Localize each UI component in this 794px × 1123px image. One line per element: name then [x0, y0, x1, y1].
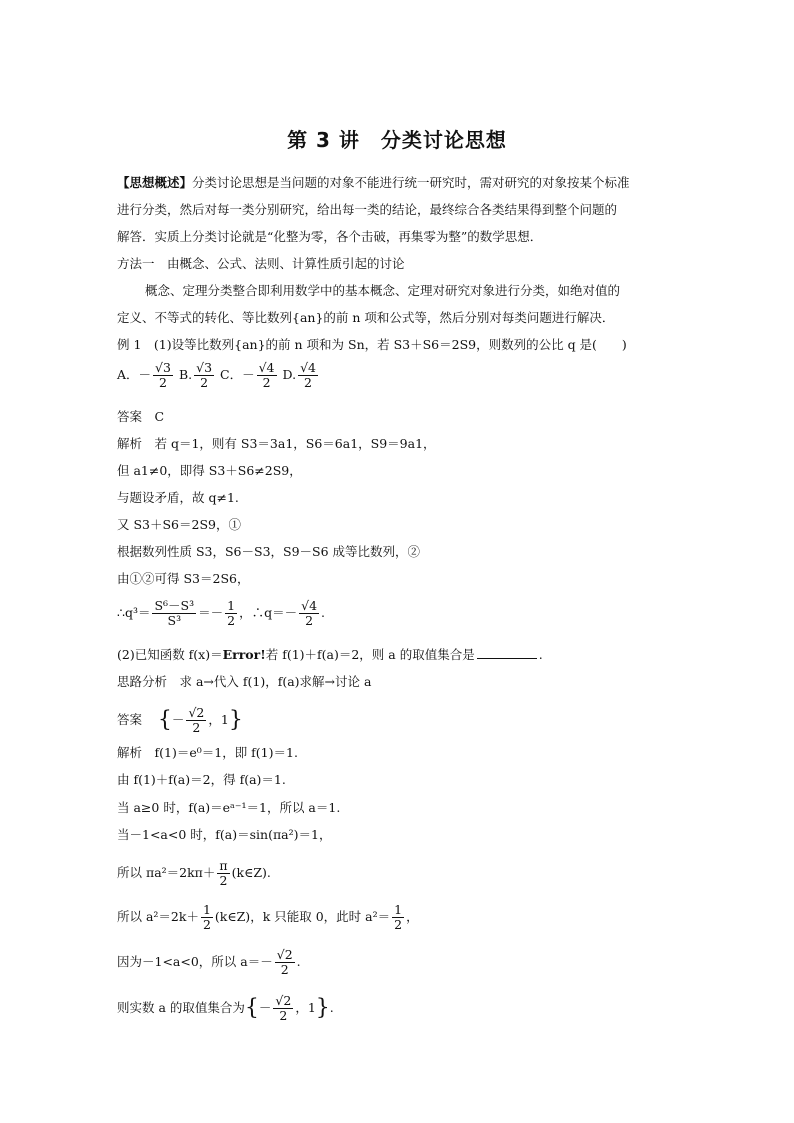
sol1-line-7	[117, 598, 687, 628]
example1-question-1: 例 1 (1)设等比数列{an}的前 n 项和为 Sn，若 S3＋S6＝2S9，则数列的公比 q 是( )	[117, 337, 627, 352]
sol2-l5-fraction	[217, 859, 229, 888]
answer2-num: √2	[188, 705, 205, 720]
sol1-frac-3	[299, 599, 319, 628]
option-c-fraction	[257, 361, 277, 390]
sol1-line-1: 解析 若 q＝1，则有 S3＝3a1，S6＝6a1，S9＝9a1，	[117, 436, 436, 451]
answer2-brace-open: {	[157, 707, 172, 733]
sol2-l6-mid: (k∈Z)，k 只能取 0，此时 a²＝	[214, 909, 391, 924]
sol2-l7-fraction	[275, 948, 295, 977]
sol2-l7-post: .	[296, 954, 301, 969]
sol2-l6-den2: 2	[394, 917, 403, 932]
sol1-line-6: 由①②可得 S3＝2S6，	[117, 571, 250, 586]
overview-line-1	[117, 174, 687, 192]
sol2-l6-fraction-1	[201, 903, 213, 932]
sol1-line-3: 与题设矛盾，故 q≠1.	[117, 490, 239, 505]
method1-desc-2: 定义、不等式的转化、等比数列{an}的前 n 项和公式等，然后分别对每类问题进行解决．	[117, 310, 615, 325]
sol2-l6-den: 2	[202, 917, 211, 932]
sol2-l5-den: 2	[219, 873, 228, 888]
option-b-den: 2	[200, 375, 209, 390]
q2-pre: (2)已知函数 f(x)＝	[117, 647, 223, 662]
sol2-l7-den: 2	[280, 962, 289, 977]
sol2-l8-pre: 则实数 a 的取值集合为	[117, 1000, 245, 1015]
option-a-fraction	[153, 361, 173, 390]
option-d-label: D.	[282, 367, 297, 382]
sol1-last-mid: ＝－	[198, 605, 224, 620]
sol2-l6-num2: 1	[394, 902, 403, 917]
sol1-frac-2-num: 1	[227, 598, 236, 613]
sol2-l6-fraction-2	[392, 903, 404, 932]
sol1-last-mid2: ，∴q＝－	[239, 605, 298, 620]
answer2-minus: －	[171, 712, 185, 727]
option-a-den: 2	[159, 375, 167, 390]
sol2-l8-tail: ，1	[295, 1000, 316, 1015]
sol2-line-1: 解析 f(1)＝e⁰＝1，即 f(1)＝1.	[117, 745, 298, 760]
option-d-den: 2	[304, 375, 312, 390]
sol2-line-3: 当 a≥0 时，f(a)＝eᵃ⁻¹＝1，所以 a＝1.	[117, 800, 341, 815]
example1-analysis: 思路分析 求 a→代入 f(1)，f(a)求解→讨论 a	[117, 674, 372, 689]
sol2-l5-num: π	[219, 858, 228, 873]
sol1-frac-3-num: √4	[301, 598, 318, 613]
option-b-num: √3	[196, 360, 213, 375]
option-c-den: 2	[262, 375, 271, 390]
sol1-last-pre: ∴q³＝	[117, 605, 151, 620]
sol1-frac-3-den: 2	[305, 613, 314, 628]
answer2-label: 答案	[117, 712, 143, 727]
option-a-label: A．－	[117, 367, 152, 382]
method1-heading: 方法一 由概念、公式、法则、计算性质引起的讨论	[117, 256, 405, 271]
example1-answer-1: 答案 C	[117, 409, 165, 424]
example1-options	[117, 360, 687, 390]
sol1-frac-1-den: S³	[167, 613, 182, 628]
answer2-den: 2	[192, 720, 201, 735]
sol1-line-2: 但 a1≠0，即得 S3＋S6≠2S9，	[117, 463, 302, 478]
q2-post: 若 f(1)＋f(a)＝2，则 a 的取值集合是	[265, 647, 475, 662]
q2-error: Error!	[222, 647, 266, 662]
option-d-num: √4	[300, 360, 316, 375]
answer2-tail: ，1	[208, 712, 229, 727]
example1-question-2	[117, 646, 687, 664]
overview-text-1: 分类讨论思想是当问题的对象不能进行统一研究时，需对研究的对象按某个标准	[192, 175, 630, 190]
sol2-l7-num: √2	[276, 947, 293, 962]
sol2-l5-post: (k∈Z).	[231, 865, 271, 880]
sol2-l6-post: ，	[406, 909, 419, 924]
sol2-l8-num: √2	[275, 993, 292, 1008]
sol1-frac-1	[152, 599, 196, 628]
sol2-line-7	[117, 947, 687, 977]
option-c-label: C．－	[220, 367, 255, 382]
option-a-num: √3	[155, 360, 171, 375]
option-b-label: B.	[178, 367, 193, 382]
overview-tag: 【思想概述】	[117, 175, 193, 190]
answer2-brace-close: }	[228, 707, 243, 733]
sol2-l5-pre: 所以 πa²＝2kπ＋	[117, 865, 216, 880]
sol2-line-2: 由 f(1)＋f(a)＝2，得 f(a)＝1.	[117, 772, 286, 787]
page-title: 第 3 讲 分类讨论思想	[287, 128, 507, 152]
sol2-line-5	[117, 858, 687, 888]
answer-blank	[477, 658, 537, 659]
option-c-num: √4	[258, 360, 275, 375]
overview-line-2: 进行分类，然后对每一类分别研究，给出每一类的结论，最终综合各类结果得到整个问题的	[117, 202, 618, 217]
sol2-l7-pre: 因为－1<a<0，所以 a＝－	[117, 954, 273, 969]
sol2-line-6	[117, 902, 687, 932]
sol1-frac-2-den: 2	[227, 613, 236, 628]
sol1-frac-1-num: S⁶－S³	[154, 598, 195, 613]
sol2-l8-den: 2	[279, 1008, 288, 1023]
sol1-last-end: .	[321, 605, 326, 620]
sol2-l8-minus: －	[258, 1000, 272, 1015]
sol2-l6-num: 1	[202, 902, 211, 917]
sol2-line-4: 当－1<a<0 时，f(a)＝sin(πa²)＝1，	[117, 827, 332, 842]
sol2-l6-pre: 所以 a²＝2k＋	[117, 909, 199, 924]
q2-end: .	[538, 647, 543, 662]
overview-line-3: 解答．实质上分类讨论就是“化整为零，各个击破，再集零为整”的数学思想．	[117, 229, 543, 244]
sol2-l8-post: .	[329, 1000, 334, 1015]
method1-desc-1: 概念、定理分类整合即利用数学中的基本概念、定理对研究对象进行分类，如绝对值的	[145, 283, 621, 298]
sol1-line-4: 又 S3＋S6＝2S9，①	[117, 517, 241, 532]
option-d-fraction	[298, 361, 318, 390]
answer2-fraction	[186, 706, 206, 735]
sol2-line-8	[117, 991, 687, 1026]
sol2-l8-brace-close: }	[315, 995, 330, 1021]
sol1-frac-2	[225, 599, 237, 628]
sol1-line-5: 根据数列性质 S3，S6－S3，S9－S6 成等比数列，②	[117, 544, 421, 559]
example1-answer-2	[117, 703, 687, 738]
sol2-l8-brace-open: {	[244, 995, 259, 1021]
sol2-l8-fraction	[273, 994, 293, 1023]
option-b-fraction	[194, 361, 214, 390]
